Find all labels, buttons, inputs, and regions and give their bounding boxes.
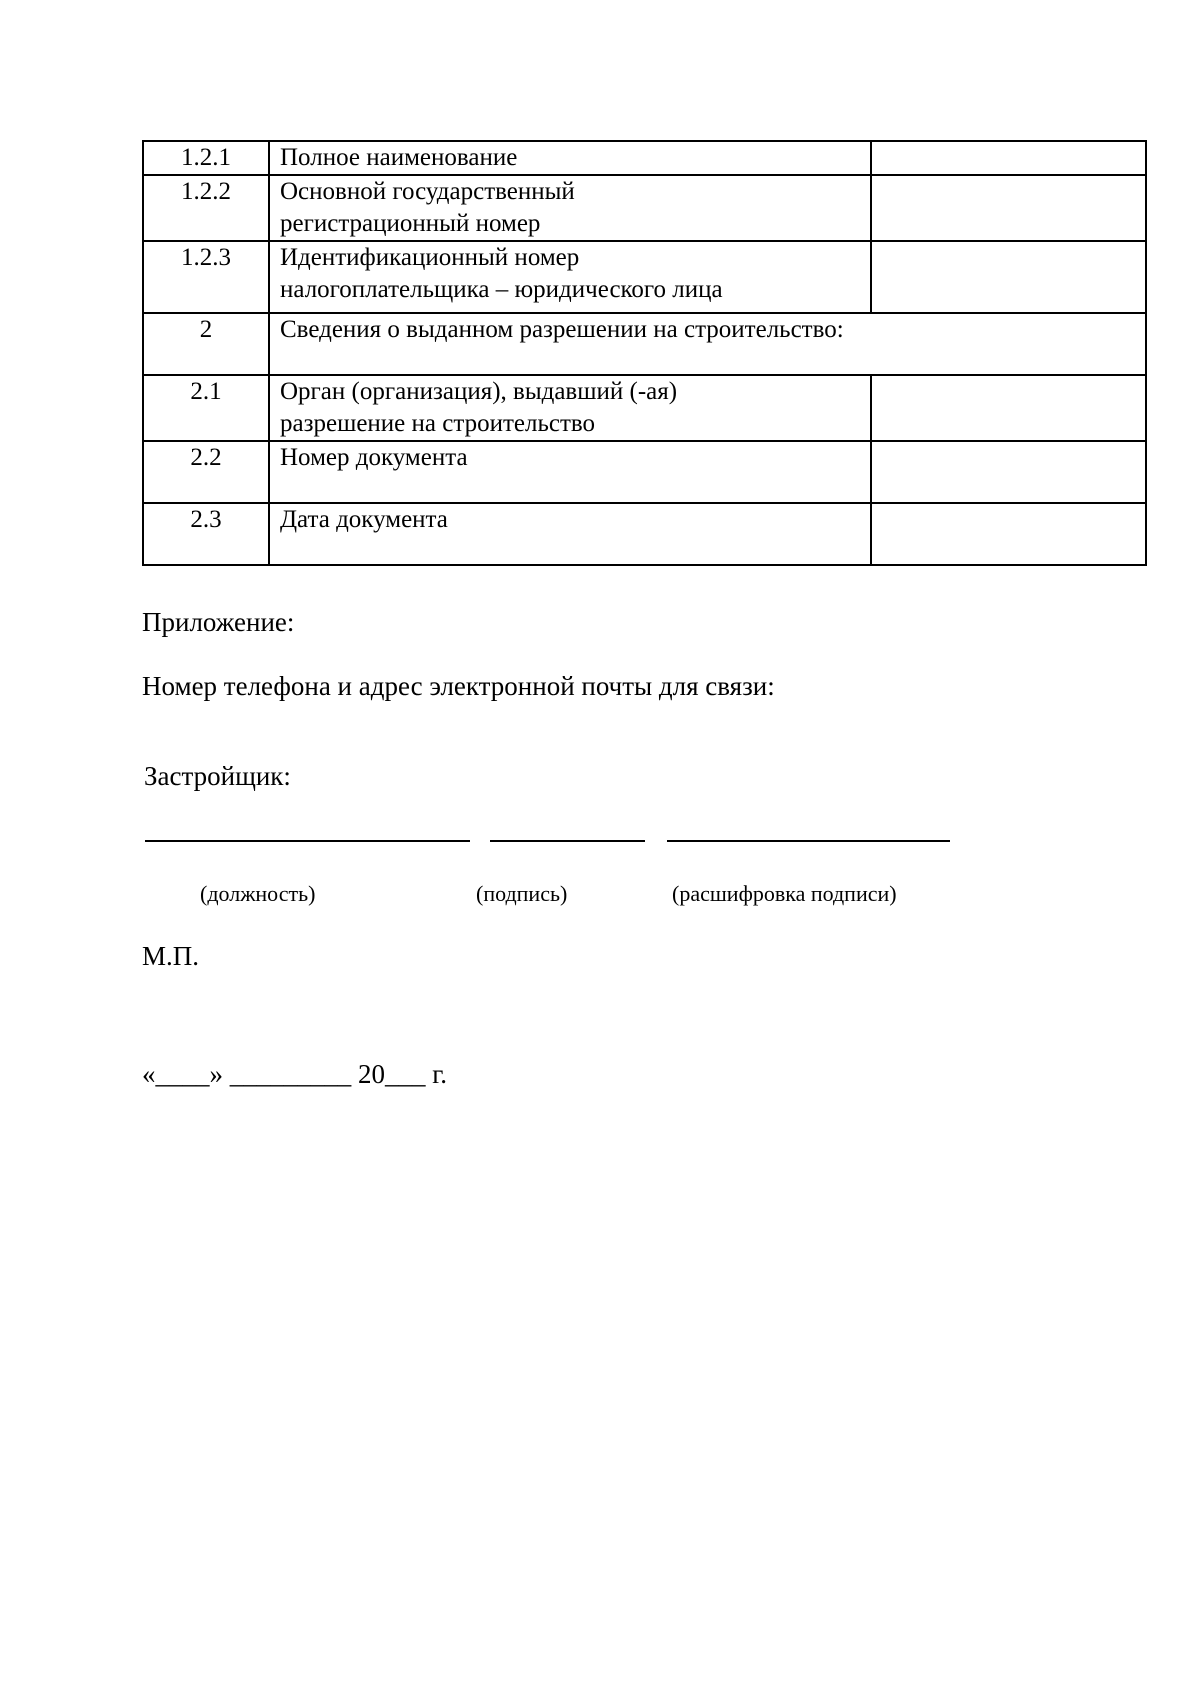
row-label-line: разрешение на строительство [280,410,596,437]
table-row [143,241,1146,313]
row-label-line: Идентификационный номер [280,244,580,271]
row-value-field[interactable] [871,503,1146,565]
row-number: 2.2 [143,441,269,503]
section-label [269,313,1146,375]
row-label-line: налогоплательщика – юридического лица [280,276,723,303]
signature-decoding-line[interactable] [667,840,950,842]
row-label [269,441,871,503]
row-label-line: Сведения о выданном разрешении на строительство: [280,316,844,343]
table-row [143,175,1146,241]
signature-caption: (подпись) [476,881,568,906]
table-row [143,441,1146,503]
row-label [269,375,871,441]
row-value-field[interactable] [871,375,1146,441]
row-label-line: Дата документа [280,506,448,533]
table-row-section [143,313,1146,375]
row-value-field[interactable] [871,175,1146,241]
table-row [143,141,1146,175]
row-label [269,241,871,313]
attachment-label: Приложение: [142,607,295,637]
date-line: «____» _________ 20___ г. [142,1059,448,1089]
contact-label: Номер телефона и адрес электронной почты для связи: [142,671,775,701]
row-number: 2 [143,313,269,375]
row-label-line: Орган (организация), выдавший (-ая) [280,378,678,405]
row-value-field[interactable] [871,141,1146,175]
seal-label: М.П. [142,941,200,971]
developer-label: Застройщик: [144,761,291,791]
row-value-field[interactable] [871,241,1146,313]
table-row [143,375,1146,441]
table-row [143,503,1146,565]
row-label-line: Полное наименование [280,144,518,171]
row-number: 1.2.2 [143,175,269,241]
row-label-line: регистрационный номер [280,210,541,237]
row-number: 2.3 [143,503,269,565]
info-table [142,140,1147,566]
row-value-field[interactable] [871,441,1146,503]
row-label-line: Основной государственный [280,178,575,205]
signature-decoding-caption: (расшифровка подписи) [672,881,897,906]
position-caption: (должность) [200,881,316,906]
row-label-line: Номер документа [280,444,468,471]
position-line[interactable] [145,840,470,842]
row-label [269,141,871,175]
signature-line[interactable] [490,840,645,842]
row-label [269,175,871,241]
row-label [269,503,871,565]
row-number: 1.2.3 [143,241,269,313]
row-number: 2.1 [143,375,269,441]
row-number: 1.2.1 [143,141,269,175]
